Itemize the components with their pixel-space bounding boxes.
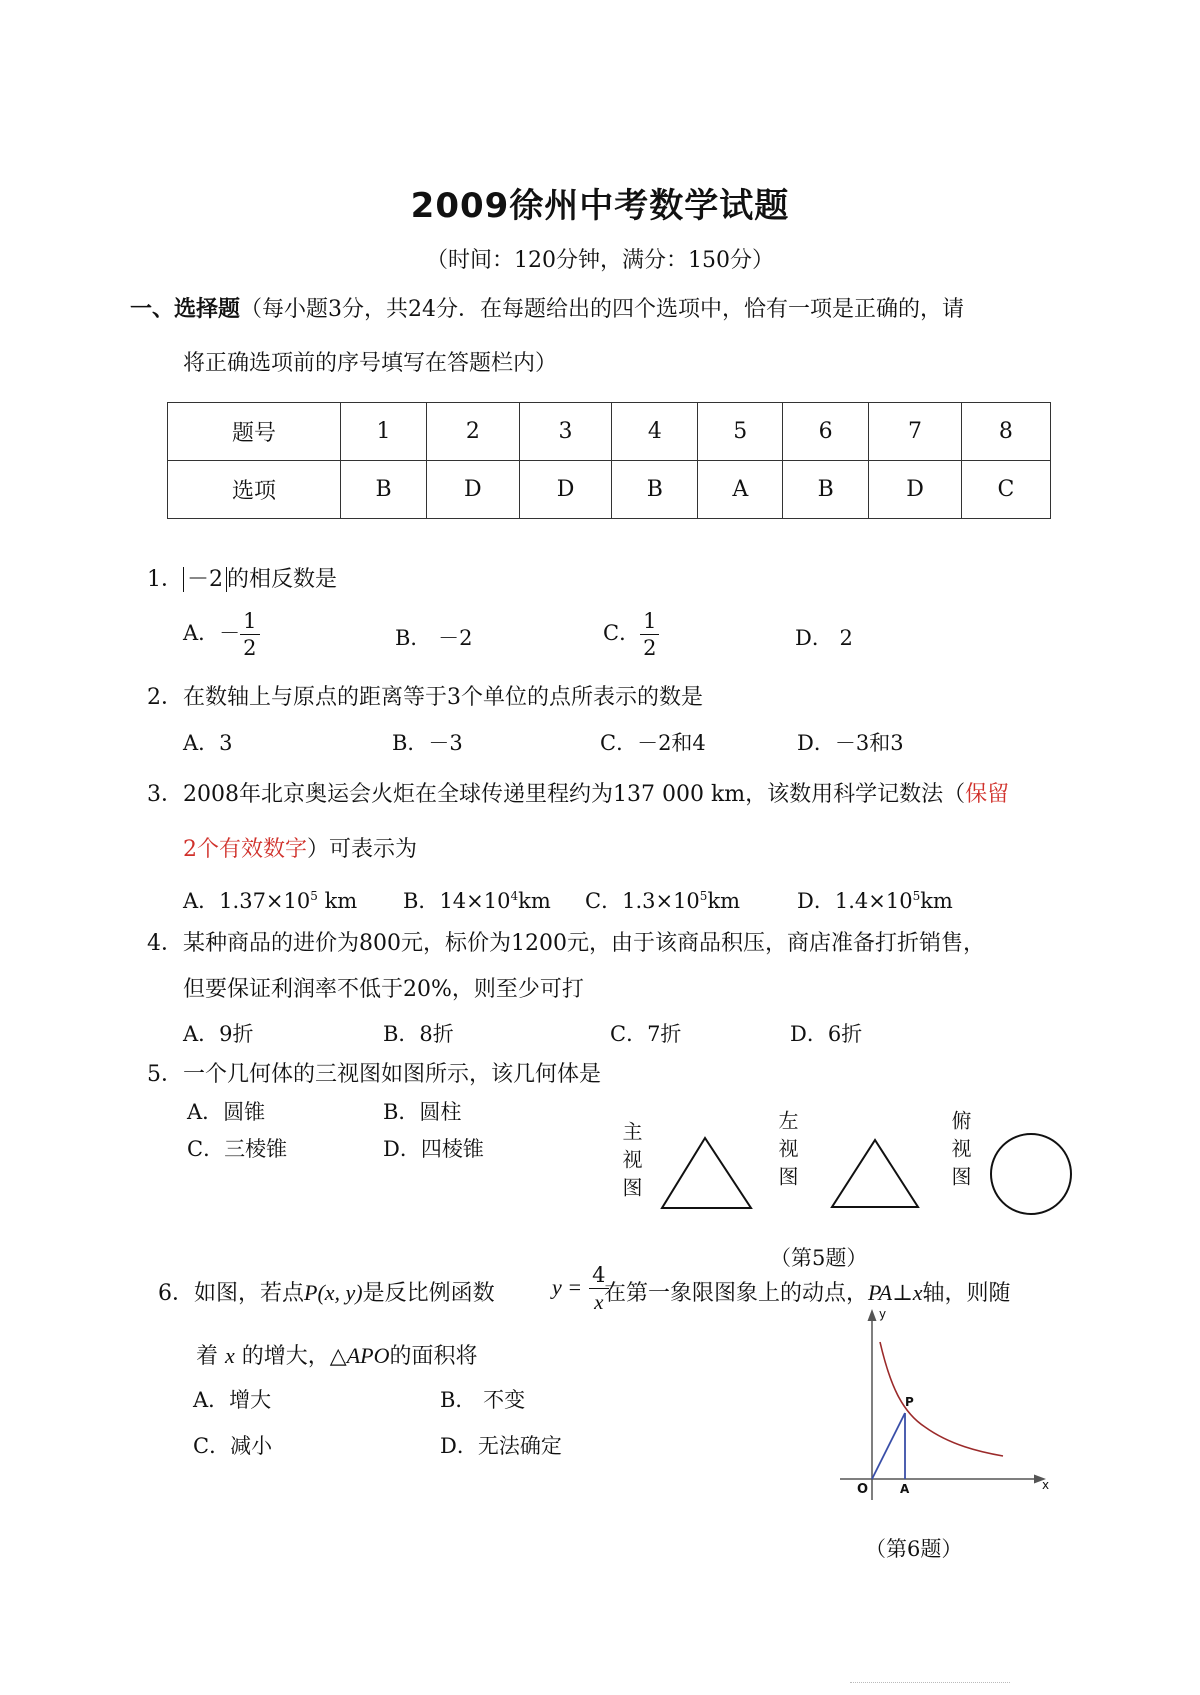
unit: km	[518, 889, 551, 913]
denominator: x	[594, 1290, 604, 1314]
segment-name: PA	[868, 1280, 893, 1305]
segment-op	[872, 1413, 905, 1479]
q2-option-c: C．－2和4	[600, 731, 706, 755]
front-view-label: 主视图	[619, 1121, 643, 1205]
question-4-stem-2: 但要保证利润率不低于20%，则至少可打	[183, 977, 584, 1002]
decorative-dotted-line	[850, 1682, 1010, 1683]
graph-x-label: x	[1042, 1478, 1050, 1492]
perpendicular-symbol: ⊥	[892, 1281, 913, 1306]
point-expression: P(x, y)	[304, 1280, 363, 1305]
question-text: 轴，则随	[922, 1281, 1011, 1306]
q2-option-b: B．－3	[392, 731, 463, 755]
q1-option-b: B． －2	[395, 626, 473, 650]
q6-option-b: B． 不变	[440, 1388, 526, 1412]
table-cell: 4	[612, 403, 698, 461]
q2-option-a: A．3	[183, 731, 233, 755]
question-2-stem: 2．在数轴上与原点的距离等于3个单位的点所表示的数是	[147, 685, 703, 710]
mantissa: 1.4×10	[834, 889, 913, 913]
q6-option-a: A．增大	[193, 1388, 272, 1412]
denominator: 2	[243, 636, 257, 660]
table-cell: 7	[869, 403, 962, 461]
table-cell: 3	[519, 403, 612, 461]
figure-5-caption: （第5题）	[770, 1246, 868, 1270]
table-header-number: 题号	[168, 403, 341, 461]
q4-option-a: A．9折	[183, 1022, 254, 1046]
q6-option-c: C．减小	[193, 1434, 273, 1458]
question-5-stem: 5．一个几何体的三视图如图所示，该几何体是	[147, 1062, 601, 1087]
unit: km	[317, 889, 358, 913]
graph-y-label: y	[879, 1307, 887, 1321]
question-text: 3．2008年北京奥运会火炬在全球传递里程约为137 000 km，该数用科学记数法（	[147, 782, 966, 807]
page-title: 2009徐州中考数学试题	[410, 186, 790, 226]
top-view-label: 俯视图	[948, 1110, 972, 1194]
exponent: 5	[310, 889, 318, 903]
graph-origin-label: O	[857, 1482, 869, 1497]
triangle-name: APO	[346, 1343, 390, 1368]
question-text: 的相反数是	[227, 567, 338, 592]
table-cell: 1	[341, 403, 427, 461]
question-text: ）可表示为	[307, 837, 418, 862]
numerator: 1	[240, 608, 259, 635]
table-cell: D	[519, 461, 612, 519]
exponent: 4	[510, 889, 519, 903]
left-view-label: 左视图	[775, 1110, 799, 1194]
highlighted-text: 2个有效数字	[183, 837, 307, 862]
highlighted-text: 保留	[965, 782, 1010, 807]
q4-option-c: C．7折	[610, 1022, 682, 1046]
q4-option-d: D．6折	[790, 1022, 863, 1046]
mantissa: 1.37×10	[219, 889, 311, 913]
section-instructions-1: （每小题3分，共24分．在每题给出的四个选项中，恰有一项是正确的，请	[240, 297, 965, 322]
table-header-answer: 选项	[168, 461, 341, 519]
numerator: 1	[640, 608, 659, 635]
table-cell: B	[783, 461, 869, 519]
question-text: 的增大，△	[241, 1344, 347, 1369]
table-cell: D	[869, 461, 962, 519]
section-instructions-2: 将正确选项前的序号填写在答题栏内）	[183, 351, 558, 376]
q5-option-c: C．三棱锥	[187, 1137, 288, 1161]
q1-option-d: D． 2	[795, 626, 853, 650]
table-cell: 8	[961, 403, 1050, 461]
axis-name: x	[912, 1280, 923, 1305]
table-cell: A	[698, 461, 783, 519]
option-label: A．－	[183, 621, 241, 645]
q4-option-b: B．8折	[383, 1022, 454, 1046]
absolute-value: －2	[183, 567, 227, 592]
q6-option-d: D．无法确定	[440, 1434, 562, 1458]
hyperbola-curve	[880, 1342, 1003, 1456]
section-heading: 一、选择题	[130, 297, 241, 322]
option-label: A．	[183, 889, 220, 913]
option-label: C．	[585, 889, 623, 913]
mantissa: 14×10	[439, 889, 511, 913]
q5-option-a: A．圆锥	[187, 1100, 266, 1124]
question-text: 的面积将	[389, 1344, 478, 1369]
unit: km	[707, 889, 741, 913]
table-cell: 5	[698, 403, 783, 461]
table-cell: D	[427, 461, 520, 519]
option-label: B．	[403, 889, 440, 913]
numerator: 4	[589, 1262, 608, 1289]
variable: x	[225, 1343, 235, 1368]
option-label: D．	[797, 889, 835, 913]
mantissa: 1.3×10	[622, 889, 700, 913]
question-text: 在第一象限图象上的动点，	[604, 1281, 869, 1306]
q5-option-b: B．圆柱	[383, 1100, 462, 1124]
question-text: 是反比例函数	[362, 1281, 495, 1306]
denominator: 2	[643, 636, 657, 660]
graph-point-p-label: P	[905, 1395, 914, 1409]
function-lhs: y =	[552, 1274, 583, 1300]
table-cell: B	[612, 461, 698, 519]
q5-option-d: D．四棱锥	[383, 1137, 484, 1161]
unit: km	[920, 889, 953, 913]
table-cell: 6	[783, 403, 869, 461]
exponent: 5	[699, 889, 708, 903]
table-cell: 2	[427, 403, 520, 461]
question-number: 1．	[147, 567, 183, 592]
table-cell: C	[961, 461, 1050, 519]
question-text: 6．如图，若点	[158, 1281, 304, 1306]
graph-point-a-label: A	[900, 1482, 910, 1496]
table-cell: B	[341, 461, 427, 519]
q2-option-d: D．－3和3	[797, 731, 904, 755]
figure-6-caption: （第6题）	[865, 1537, 963, 1561]
question-4-stem-1: 4．某种商品的进价为800元，标价为1200元，由于该商品积压，商店准备打折销售，	[147, 931, 985, 956]
option-label: C．	[603, 621, 641, 645]
exam-info: （时间：120分钟，满分：150分）	[426, 248, 774, 273]
exponent: 5	[912, 889, 921, 903]
question-text: 着	[196, 1344, 219, 1369]
